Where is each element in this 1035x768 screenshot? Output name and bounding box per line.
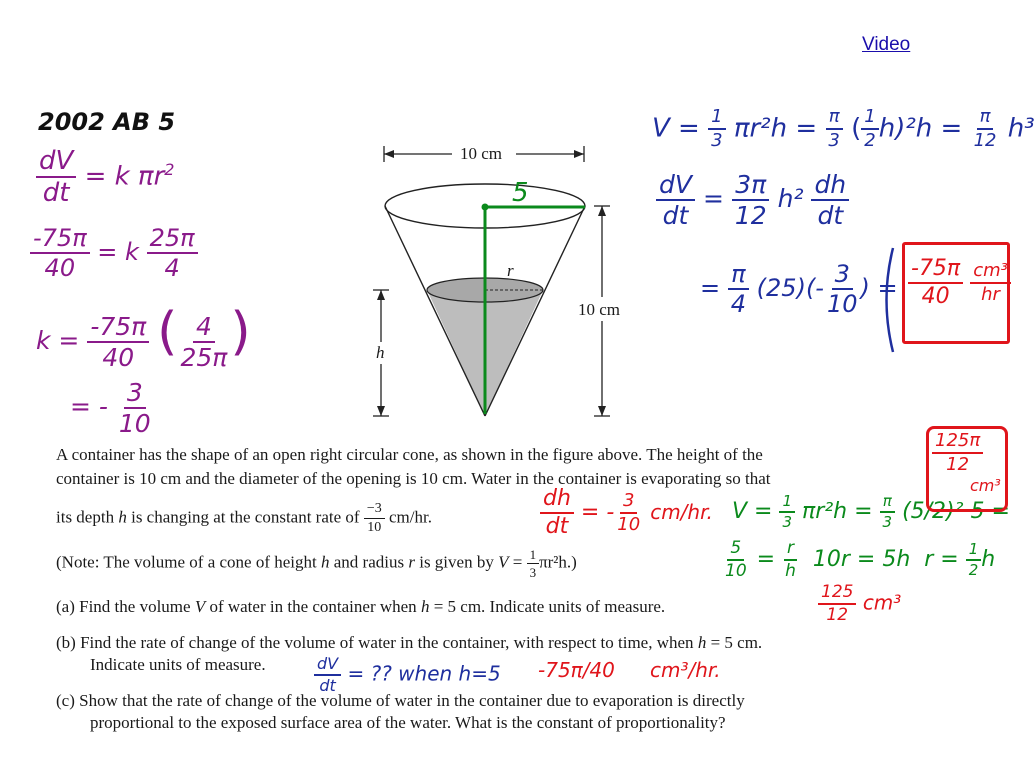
dvdt-derivative: $\frac{dV}{dt}$ = $\frac{3\pi}{12}$ h² $\frac{dh}{dt}$ (656, 172, 849, 228)
problem-line-3: its depth h is changing at the constant rate of $\frac{-3}{10}$ cm/hr. (56, 501, 432, 535)
radius-annotation: 5 (512, 178, 529, 208)
volume-formula: V = $\frac{1}{3}$ πr²h = $\frac{\pi}{3}$ ( $\frac{1}{2}$ h)²h = $\frac{\pi}{12}$ h³ (652, 106, 1035, 151)
volume-answer: $\frac{125\pi}{12}$ (932, 432, 983, 474)
side-dimension-label: 10 cm (578, 300, 621, 319)
volume-annotation: V = $\frac{1}{3}$ πr²h = $\frac{\pi}{3}$ (5/2)² 5 = (732, 492, 1010, 531)
problem-line-1: A container has the shape of an open right circular cone, as shown in the figure above. The height of the (56, 445, 763, 464)
problem-note: (Note: The volume of a cone of height h and radius r is given by V = $\frac{1}{3}$ πr²h.) (56, 547, 577, 580)
problem-id: 2002 AB 5 (38, 108, 176, 136)
k-solve: k = $\frac{-75\pi}{40}$ ( $\frac{4}{25\pi}$ ) (36, 302, 251, 372)
video-link[interactable]: Video (862, 34, 911, 55)
dvdt-calculation: = $\frac{\pi}{4}$ (25)(- $\frac{3}{10}$ ) = (700, 260, 898, 318)
dvdt-equation: $\frac{dV}{dt}$ = k $\pi r^2$ (36, 148, 174, 206)
h-label: h (376, 343, 385, 362)
part-a-answer: $\frac{125}{12}$ cm³ (818, 584, 901, 624)
part-b-question: $\frac{dV}{dt}$ = ?? when h=5 (314, 656, 501, 694)
part-a: (a) Find the volume V of water in the container when h = 5 cm. Indicate units of measure. (56, 597, 666, 616)
boxed-answer: $\frac{-75\pi}{40}$ $\frac{\text{cm³}}{hr}$ (908, 258, 1011, 308)
r-label: r (507, 261, 514, 280)
top-dimension-label: 10 cm (460, 144, 503, 163)
part-c-line-2: proportional to the exposed surface area of the water. What is the constant of proportionality? (90, 713, 726, 732)
similar-triangles: $\frac{5}{10}$ = $\frac{r}{h}$ 10r = 5h r = $\frac{1}{2}$ h (725, 538, 996, 581)
part-b-line-1: (b) Find the rate of change of the volume of water in the container, with respect to time, when h = 5 cm. (56, 633, 763, 652)
part-b-line-2: Indicate units of measure. (90, 655, 266, 674)
k-equation: $\frac{-75\pi}{40}$ = k $\frac{25\pi}{4}$ (30, 226, 198, 280)
volume-answer-unit: cm³ (970, 476, 1001, 495)
dhdt-annotation: $\frac{dh}{dt}$ = - $\frac{3}{10}$ cm/hr. (540, 488, 713, 538)
k-result: = - $\frac{3}{10}$ (70, 378, 151, 438)
part-c-line-1: (c) Show that the rate of change of the volume of water in the container due to evaporation is directly (56, 691, 745, 710)
part-b-answer: -75π/40 (538, 658, 615, 682)
problem-line-2: container is 10 cm and the diameter of the opening is 10 cm. Water in the container is evaporating so that (56, 469, 771, 488)
part-b-units: cm³/hr. (650, 658, 721, 682)
